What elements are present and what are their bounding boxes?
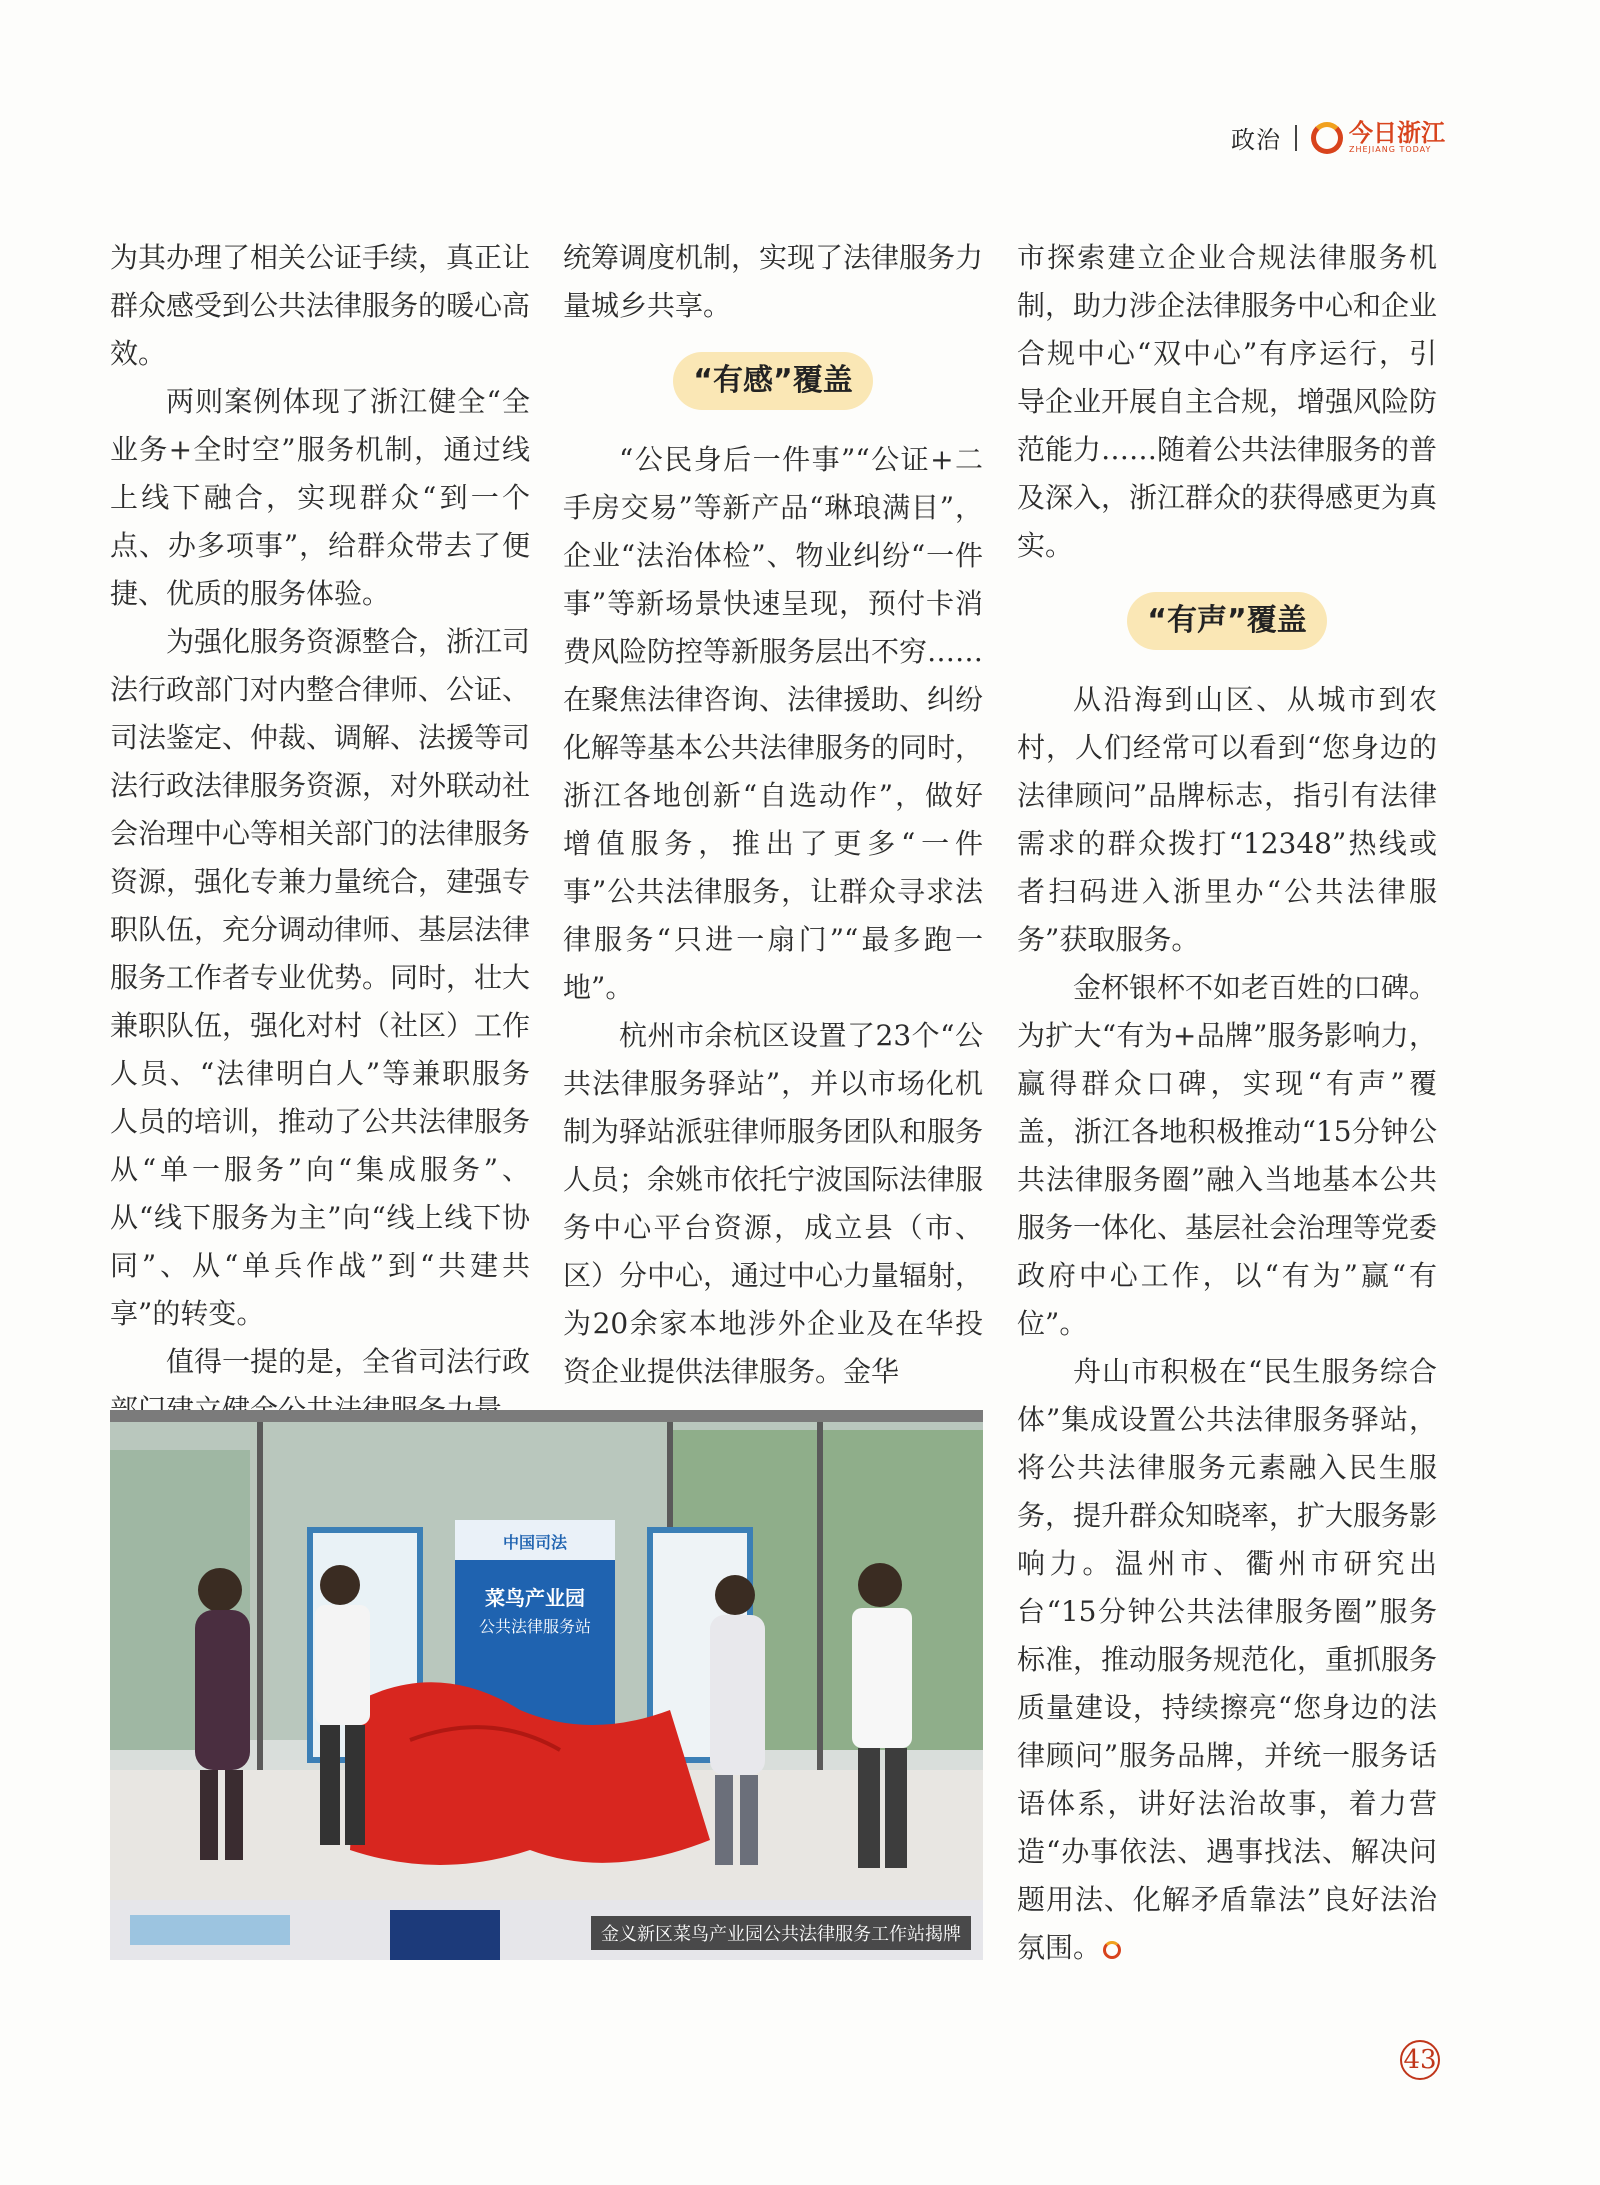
paragraph-text: 舟山市积极在“民生服务综合体”集成设置公共法律服务驿站，将公共法律服务元素融入民生服务，提升群众知晓率，扩大服务影响力。温州市、衢州市研究出台“15分钟公共法律服务圈”服务标准，推动服务规范化，重抓服务质量建设，持续擦亮“您身边的法律顾问”服务品牌，并统一服务话语体系，讲好法治故事，着力营造“办事依法、遇事找法、解决问题用法、化解矛盾靠法”良好法治氛围。: [1017, 1355, 1438, 1964]
brand-text: [1349, 121, 1445, 154]
paragraph: 市探索建立企业合规法律服务机制，助力涉企法律服务中心和企业合规中心“双中心”有序运行，引导企业开展自主合规，增强风险防范能力……随着公共法律服务的普及深入，浙江群众的获得感更为真实。: [1017, 241, 1438, 562]
paragraph: [1017, 1348, 1437, 1972]
paragraph: 金杯银杯不如老百姓的口碑。为扩大“有为+品牌”服务影响力，赢得群众口碑，实现“有声”覆盖，浙江各地积极推动“15分钟公共法律服务圈”融入当地基本公共服务一体化、基层社会治理等党委政府中心工作，以“有为”赢“有位”。: [1017, 971, 1438, 1340]
photo-caption: 金义新区菜鸟产业园公共法律服务工作站揭牌: [591, 1916, 971, 1950]
brand-name: 今日浙江: [1349, 119, 1445, 147]
section-heading-yougan: “有感”覆盖: [673, 352, 873, 410]
paragraph: 为强化服务资源整合，浙江司法行政部门对内整合律师、公证、司法鉴定、仲裁、调解、法援等司法行政法律服务资源，对外联动社会治理中心等相关部门的法律服务资源，强化专兼力量统合，建强专职队伍，充分调动律师、基层法律服务工作者专业优势。同时，壮大兼职队伍，强化对村（社区）工作人员、“法律明白人”等兼职服务人员的培训，推动了公共法律服务从“单一服务”向“集成服务”、从“线下服务为主”向“线上线下协同”、从“单兵作战”到“共建共享”的转变。: [110, 625, 531, 1330]
end-mark-icon: [1103, 1941, 1121, 1959]
page-header: [1231, 120, 1445, 155]
page-number: 43: [1400, 2040, 1440, 2080]
paragraph: 从沿海到山区、从城市到农村，人们经常可以看到“您身边的法律顾问”品牌标志，指引有法律需求的群众拨打“12348”热线或者扫码进入浙里办“公共法律服务”获取服务。: [1017, 683, 1437, 956]
article-column-1: [110, 234, 530, 1434]
paragraph: 为其办理了相关公证手续，真正让群众感受到公共法律服务的暖心高效。: [110, 241, 531, 370]
section-label: 政治: [1231, 126, 1281, 154]
paragraph: 两则案例体现了浙江健全“全业务+全时空”服务机制，通过线上线下融合，实现群众“到一个点、办多项事”，给群众带去了便捷、优质的服务体验。: [110, 385, 530, 610]
article-column-3: [1017, 234, 1437, 1972]
paragraph: 杭州市余杭区设置了23个“公共法律服务驿站”，并以市场化机制为驿站派驻律师服务团队和服务人员；余姚市依托宁波国际法律服务中心平台资源，成立县（市、区）分中心，通过中心力量辐射，为20余家本地涉外企业及在华投资企业提供法律服务。金华: [563, 1019, 984, 1388]
paragraph: 值得一提的是，全省司法行政: [166, 1345, 531, 1378]
paragraph: 统筹调度机制，实现了法律服务力量城乡共享。: [563, 241, 984, 322]
brand-logo: [1311, 121, 1445, 154]
article-column-2: [563, 234, 983, 1396]
unveiling-photo: [110, 1410, 983, 1960]
header-divider: [1295, 125, 1297, 151]
section-heading-yousheng: “有声”覆盖: [1127, 592, 1327, 650]
sign-logo-text: 中国司法: [502, 1533, 568, 1552]
photo-illustration: [110, 1410, 983, 1960]
brand-logo-icon: [1311, 122, 1343, 154]
sign-subtitle-text: 公共法律服务站: [478, 1617, 592, 1636]
brand-name-en: ZHEJIANG TODAY: [1349, 145, 1432, 154]
sign-title-text: 菜鸟产业园: [485, 1586, 585, 1610]
paragraph: “公民身后一件事”“公证+二手房交易”等新产品“琳琅满目”，企业“法治体检”、物业纠纷“一件事”等新场景快速呈现，预付卡消费风险防控等新服务层出不穷……在聚焦法律咨询、法律援助、纠纷化解等基本公共法律服务的同时，浙江各地创新“自选动作”，做好增值服务，推出了更多“一件事”公共法律服务，让群众寻求法律服务“只进一扇门”“最多跑一地”。: [563, 443, 984, 1004]
